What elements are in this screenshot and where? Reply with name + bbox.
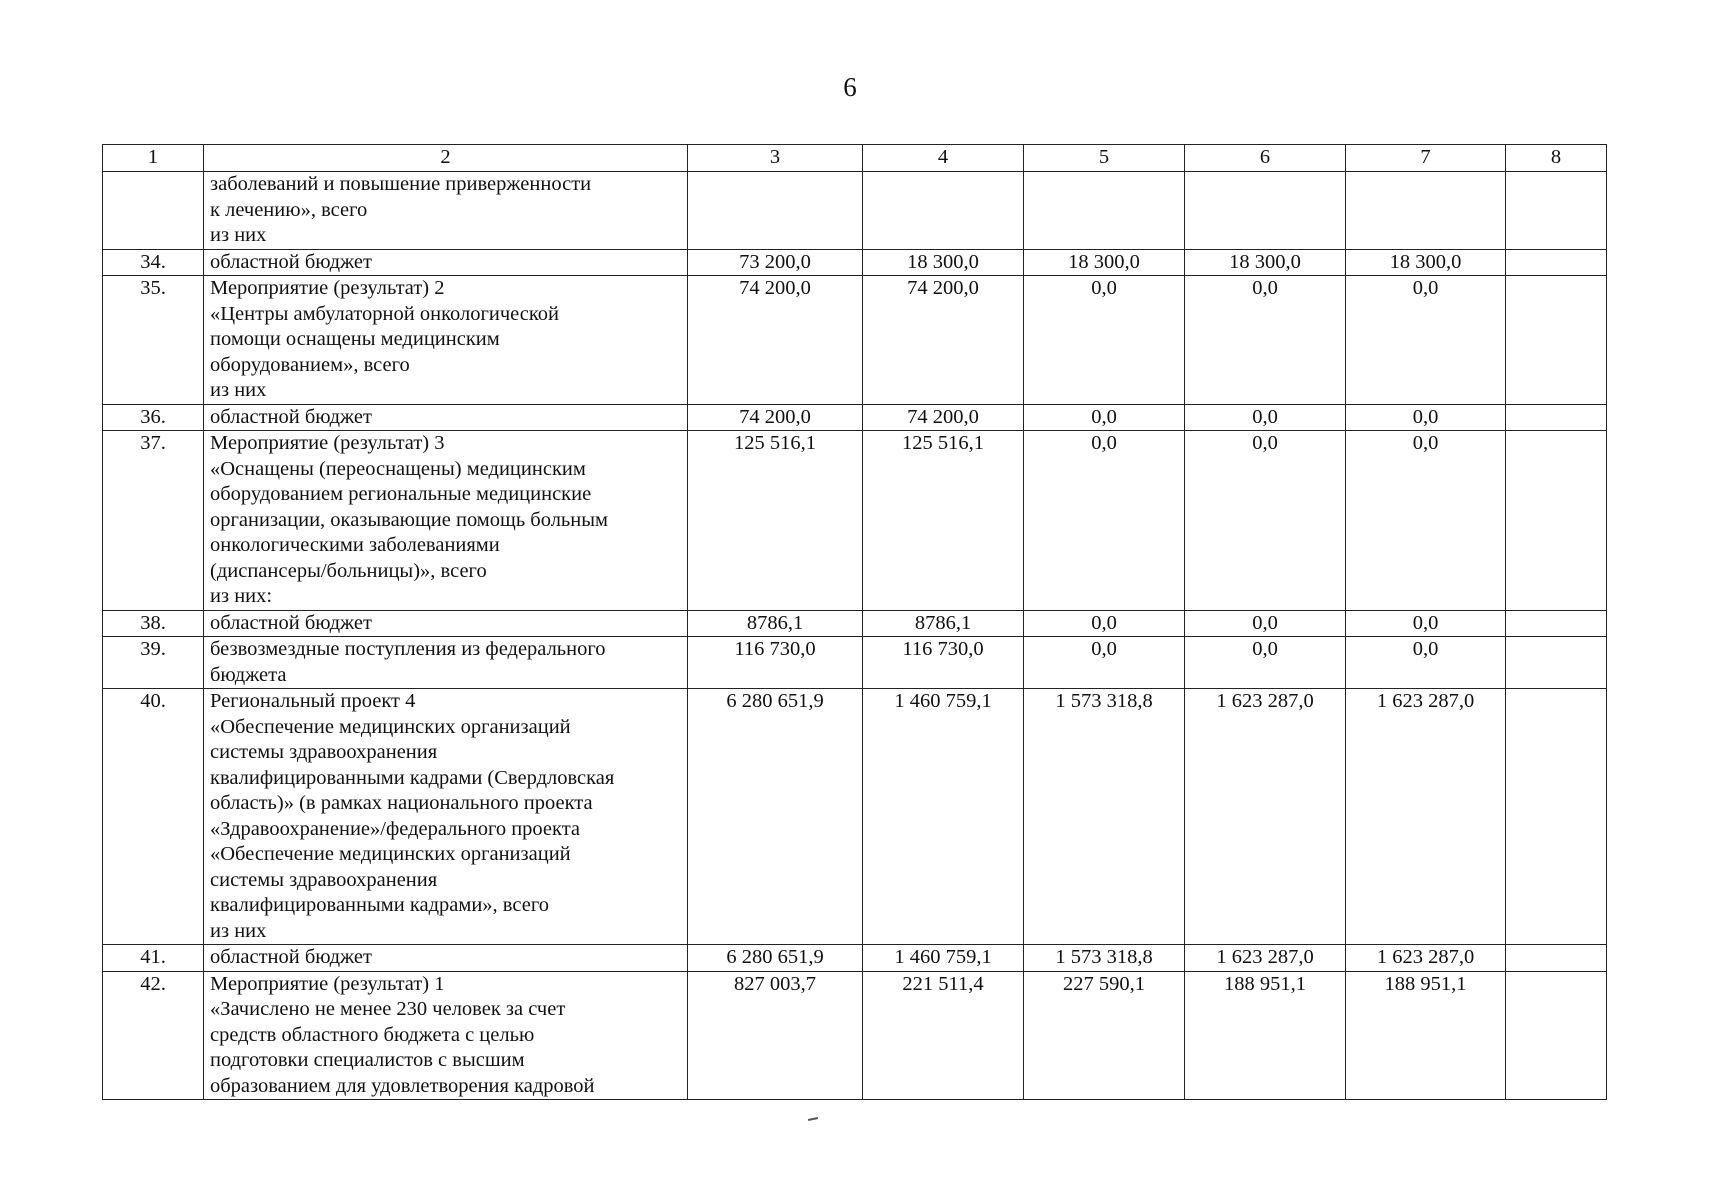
value-col-5: 0,0 [1024,431,1185,611]
value-col-3: 125 516,1 [688,431,863,611]
table-row [103,610,1607,637]
value-col-4: 74 200,0 [863,276,1024,405]
value-col-5: 0,0 [1024,276,1185,405]
row-name-line: системы здравоохранения [210,741,438,763]
value-col-6: 0,0 [1185,431,1346,611]
row-name-line: средств областного бюджета с целью [210,1023,535,1046]
column-header-5: 5 [1024,145,1185,172]
row-name-line: «Обеспечение медицинских организаций [210,715,571,738]
value-col-8 [1506,249,1607,276]
value-col-7: 1 623 287,0 [1346,945,1506,972]
row-name-line: областной бюджет [210,611,372,634]
row-name-line: системы здравоохранения [210,868,438,891]
value-col-4: 116 730,0 [863,637,1024,689]
row-name-line: Мероприятие (результат) 3 [210,432,445,454]
value-col-5: 0,0 [1024,610,1185,637]
value-col-5 [1024,172,1185,250]
value-col-8 [1506,610,1607,637]
value-col-3: 827 003,7 [688,971,863,1100]
value-col-7 [1346,172,1506,250]
value-col-8 [1506,971,1607,1100]
value-col-7: 0,0 [1346,431,1506,611]
value-col-4: 221 511,4 [863,971,1024,1100]
row-name-line: помощи оснащены медицинским [210,328,500,350]
row-name-line: Мероприятие (результат) 1 [210,972,445,995]
row-name-line: оборудованием региональные медицинские [210,483,592,505]
page-number: 6 [843,72,857,102]
row-number: 38. [103,610,204,637]
table-row [103,637,1607,689]
column-header-2: 2 [204,145,688,172]
row-number: 37. [103,431,204,611]
row-name-line: «Зачислено не менее 230 человек за счет [210,998,566,1020]
row-name-line: квалифицированными кадрами», всего [210,894,549,916]
row-name [204,610,688,637]
table-row [103,276,1607,405]
row-name-line: областной бюджет [210,250,372,273]
table-row [103,404,1607,431]
column-header-7: 7 [1346,145,1506,172]
row-name-line: к лечению», всего [210,198,368,221]
row-name-line: «Центры амбулаторной онкологической [210,302,559,325]
row-name-line: подготовки специалистов с высшим [210,1049,525,1071]
value-col-6: 1 623 287,0 [1185,945,1346,972]
column-header-4: 4 [863,145,1024,172]
column-header-3: 3 [688,145,863,172]
value-col-3: 6 280 651,9 [688,945,863,972]
row-number: 41. [103,945,204,972]
value-col-7: 0,0 [1346,610,1506,637]
value-col-5: 0,0 [1024,404,1185,431]
scan-mark [808,1117,818,1121]
value-col-7: 0,0 [1346,637,1506,689]
table-row [103,172,1607,250]
value-col-3: 6 280 651,9 [688,689,863,945]
value-col-6: 0,0 [1185,276,1346,405]
row-name [204,404,688,431]
column-header-6: 6 [1185,145,1346,172]
value-col-8 [1506,431,1607,611]
value-col-7: 1 623 287,0 [1346,689,1506,945]
value-col-8 [1506,637,1607,689]
row-name-line: квалифицированными кадрами (Свердловская [210,766,615,789]
value-col-7: 188 951,1 [1346,971,1506,1100]
value-col-7: 0,0 [1346,276,1506,405]
row-number: 39. [103,637,204,689]
value-col-5: 1 573 318,8 [1024,689,1185,945]
row-name-line: Мероприятие (результат) 2 [210,277,445,299]
value-col-5: 227 590,1 [1024,971,1185,1100]
row-name-line: Региональный проект 4 [210,690,416,712]
value-col-6: 0,0 [1185,610,1346,637]
row-number: 35. [103,276,204,405]
budget-table [102,144,1607,1100]
row-name [204,945,688,972]
value-col-5: 0,0 [1024,637,1185,689]
row-name-line: (диспансеры/больницы)», всего [210,559,487,582]
value-col-7: 0,0 [1346,404,1506,431]
row-name-line: оборудованием», всего [210,353,410,376]
row-number: 34. [103,249,204,276]
row-name-line: образованием для удовлетворения кадровой [210,1074,595,1097]
value-col-4: 18 300,0 [863,249,1024,276]
row-name-line: из них [210,379,267,401]
value-col-4: 74 200,0 [863,404,1024,431]
value-col-3: 8786,1 [688,610,863,637]
row-name [204,249,688,276]
value-col-4: 125 516,1 [863,431,1024,611]
row-name [204,431,688,611]
value-col-4: 1 460 759,1 [863,945,1024,972]
row-name [204,971,688,1100]
row-name-line: «Оснащены (переоснащены) медицинским [210,457,586,480]
row-name-line: областной бюджет [210,405,372,428]
table-row [103,945,1607,972]
table-row [103,431,1607,611]
row-name [204,637,688,689]
value-col-5: 18 300,0 [1024,249,1185,276]
table-row [103,689,1607,945]
value-col-8 [1506,172,1607,250]
value-col-4 [863,172,1024,250]
value-col-5: 1 573 318,8 [1024,945,1185,972]
table-body [103,145,1607,1100]
value-col-6: 188 951,1 [1185,971,1346,1100]
value-col-3: 74 200,0 [688,404,863,431]
row-name-line: бюджета [210,663,287,686]
value-col-4: 1 460 759,1 [863,689,1024,945]
value-col-6: 0,0 [1185,637,1346,689]
row-number: 40. [103,689,204,945]
row-name [204,276,688,405]
row-name-line: областной бюджет [210,946,372,968]
row-name-line: организации, оказывающие помощь больным [210,508,608,531]
row-name-line: онкологическими заболеваниями [210,534,500,556]
value-col-8 [1506,404,1607,431]
row-name-line: область)» (в рамках национального проекта [210,792,593,814]
value-col-6: 1 623 287,0 [1185,689,1346,945]
value-col-7: 18 300,0 [1346,249,1506,276]
table-row [103,249,1607,276]
row-name-line: из них [210,919,267,942]
value-col-3 [688,172,863,250]
row-name [204,689,688,945]
table-row [103,971,1607,1100]
row-name-line: «Обеспечение медицинских организаций [210,843,571,865]
column-header-1: 1 [103,145,204,172]
row-name-line: из них [210,224,267,246]
row-name-line: «Здравоохранение»/федерального проекта [210,817,581,840]
row-number: 42. [103,971,204,1100]
row-name-line: из них: [210,585,273,607]
value-col-6: 18 300,0 [1185,249,1346,276]
value-col-8 [1506,689,1607,945]
row-name-line: заболеваний и повышение приверженности [210,173,592,195]
row-number [103,172,204,250]
column-header-8: 8 [1506,145,1607,172]
value-col-6: 0,0 [1185,404,1346,431]
row-name-line: безвозмездные поступления из федерального [210,638,606,660]
value-col-6 [1185,172,1346,250]
value-col-8 [1506,276,1607,405]
table-header-row [103,145,1607,172]
row-name [204,172,688,250]
value-col-4: 8786,1 [863,610,1024,637]
value-col-3: 73 200,0 [688,249,863,276]
row-number: 36. [103,404,204,431]
value-col-3: 116 730,0 [688,637,863,689]
value-col-3: 74 200,0 [688,276,863,405]
value-col-8 [1506,945,1607,972]
